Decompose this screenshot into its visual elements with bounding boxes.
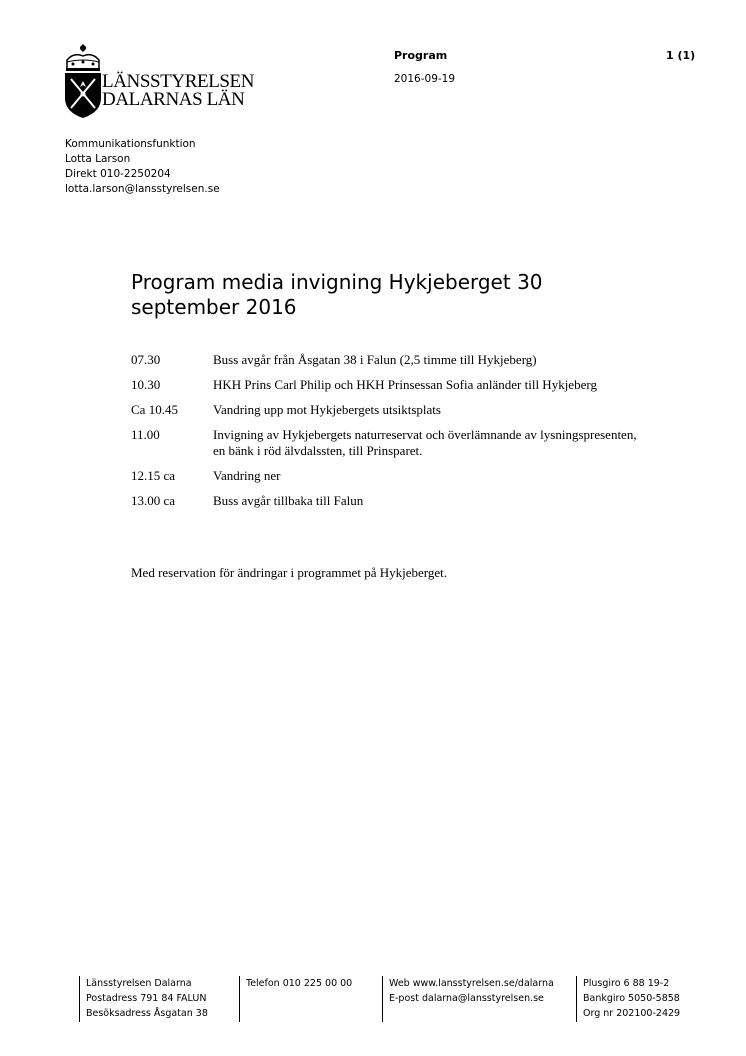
sender-department: Kommunikationsfunktion: [65, 138, 196, 150]
agenda-time: 07.30: [131, 352, 161, 367]
footer-org-number: Org nr 202100-2429: [583, 1008, 681, 1019]
page-number: 1 (1): [666, 49, 696, 62]
agenda-item: [131, 352, 651, 368]
agenda-time: 11.00: [131, 427, 160, 442]
agenda-time: Ca 10.45: [131, 402, 178, 417]
document-date: 2016-09-19: [394, 73, 456, 85]
agenda-item: [131, 493, 651, 509]
footer-web-column: [382, 976, 576, 1022]
agenda-item: [131, 402, 651, 418]
footer-phone: Telefon 010 225 00 00: [246, 978, 353, 989]
footer-plusgiro: Plusgiro 6 88 19-2: [583, 978, 670, 989]
footer-org-name: Länsstyrelsen Dalarna: [86, 978, 192, 989]
lansstyrelsen-logo: [62, 42, 255, 122]
logo-line-2: DALARNAS LÄN: [102, 89, 245, 110]
sender-phone: Direkt 010-2250204: [65, 168, 171, 180]
footer-postal-address: Postadress 791 84 FALUN: [86, 993, 207, 1004]
coat-of-arms-icon: [62, 42, 106, 120]
agenda-item: [131, 427, 651, 459]
footer-email: E-post dalarna@lansstyrelsen.se: [389, 993, 544, 1004]
agenda-description: Buss avgår från Åsgatan 38 i Falun (2,5 timme till Hykjeberg): [213, 352, 537, 367]
sender-email: lotta.larson@lansstyrelsen.se: [65, 183, 220, 195]
document-title: Program media invigning Hykjeberget 30 september 2016: [131, 270, 543, 319]
agenda-description: Buss avgår tillbaka till Falun: [213, 493, 364, 508]
footer-web: Web www.lansstyrelsen.se/dalarna: [389, 978, 554, 989]
document-type: Program: [394, 49, 448, 62]
sender-name: Lotta Larson: [65, 153, 131, 165]
agenda-description: HKH Prins Carl Philip och HKH Prinsessan Sofia anländer till Hykjeberg: [213, 377, 597, 392]
agenda-description: Vandring ner: [213, 468, 281, 483]
footer-address-column: [79, 976, 239, 1022]
agenda-time: 12.15 ca: [131, 468, 176, 483]
footer-visiting-address: Besöksadress Åsgatan 38: [86, 1008, 208, 1019]
logo-wordmark: [102, 73, 254, 109]
agenda-time: 13.00 ca: [131, 493, 176, 508]
page-footer: [79, 976, 703, 1022]
logo-line-1: LÄNSSTYRELSEN: [102, 71, 255, 92]
sender-block: [65, 137, 220, 197]
agenda-description: Vandring upp mot Hykjebergets utsiktsplats: [213, 402, 441, 417]
agenda-item: [131, 468, 651, 484]
agenda-time: 10.30: [131, 377, 161, 392]
agenda-description: Invigning av Hykjebergets naturreservat och överlämnande av lysningspresenten, en bänk i röd älvdalssten, till Prinsparet.: [213, 427, 637, 458]
footer-phone-column: [239, 976, 382, 1022]
reservation-note: Med reservation för ändringar i programmet på Hykjeberget.: [131, 565, 447, 580]
footer-bankgiro: Bankgiro 5050-5858: [583, 993, 680, 1004]
agenda-list: [131, 352, 651, 518]
agenda-item: [131, 377, 651, 393]
footer-payment-column: [576, 976, 703, 1022]
